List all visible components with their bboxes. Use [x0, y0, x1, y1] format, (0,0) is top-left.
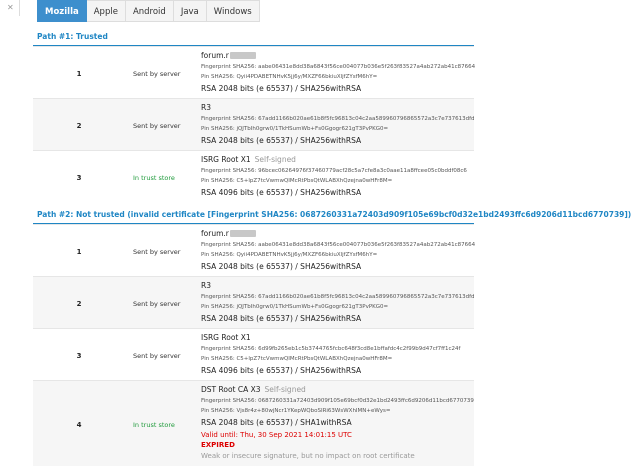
cert-pin: Pin SHA256: jQJTbIh0grw0/1TkHSumWb+Fs0Ggogr621gT3PvPKG0=: [201, 126, 389, 132]
cert-name: [201, 155, 474, 164]
cert-name-text: forum.r: [201, 51, 229, 60]
cert-source: Sent by server: [133, 248, 181, 256]
cert-pin: Pin SHA256: jQJTbIh0grw0/1TkHSumWb+Fs0Ggogr621gT3PvPKG0=: [201, 304, 389, 310]
cert-key-info: RSA 2048 bits (e 65537) / SHA256withRSA: [201, 262, 362, 271]
cert-source: Sent by server: [133, 122, 181, 130]
cert-fingerprint: Fingerprint SHA256: 6d99fb265eb1c5b3744765fcbc648f3cd8e1bffafdc4c2f99b9d47cf7ff1c24f: [201, 346, 461, 352]
cert-key-info: RSA 4096 bits (e 65537) / SHA256withRSA: [201, 188, 362, 197]
cert-key-info: RSA 4096 bits (e 65537) / SHA256withRSA: [201, 366, 362, 375]
cert-source: Sent by server: [133, 70, 181, 78]
cert-fingerprint: Fingerprint SHA256: aabe06431e8dd38a6843f56ce004077b036e5f263f83527a4ab272ab41c87664: [201, 242, 476, 248]
row-number: 4: [76, 421, 82, 429]
cert-name: ISRG Root X1: [201, 333, 251, 342]
cert-name-text: DST Root CA X3: [201, 385, 261, 394]
cert-name: [201, 385, 474, 394]
cert-details: [201, 103, 474, 145]
path-2-row-3: [33, 328, 474, 380]
self-signed-label: Self-signed: [264, 385, 306, 394]
path-2-row-1: [33, 224, 474, 276]
browser-tab-bar: [0, 0, 474, 22]
expired-badge: EXPIRED: [201, 441, 235, 449]
path-1-row-3: [33, 150, 474, 202]
tab-windows[interactable]: Windows: [207, 0, 260, 22]
row-number: 2: [76, 300, 82, 308]
cert-key-info: RSA 2048 bits (e 65537) / SHA256withRSA: [201, 136, 362, 145]
tab-mozilla[interactable]: Mozilla: [37, 0, 87, 22]
cert-details: [201, 51, 474, 93]
cert-details: [201, 385, 474, 460]
tab-close-stub[interactable]: [0, 0, 20, 16]
cert-pin: Pin SHA256: Qyii4PDABETNHvK5jj6y/MXZF66bkiuXljfZYsfM6hY=: [201, 74, 378, 80]
cert-valid-until: Valid until: Thu, 30 Sep 2021 14:01:15 UTC: [201, 431, 352, 439]
cert-source: In trust store: [133, 421, 175, 429]
trust-store-tabs: [37, 0, 260, 22]
cert-details: [201, 333, 474, 375]
cert-pin: Pin SHA256: Vjs8r4z+80wjNcr1YKepWQboSIRi63WsWXhIMN+eWys=: [201, 408, 391, 414]
cert-details: [201, 155, 474, 197]
cert-fingerprint: Fingerprint SHA256: 67add1166b020ae61b8f5fc96813c04c2aa589960796865572a3c7e737613dfd: [201, 116, 475, 122]
row-number: 2: [76, 122, 82, 130]
weak-signature-note: Weak or insecure signature, but no impact on root certificate: [201, 452, 415, 460]
cert-pin: Pin SHA256: C5+lpZ7tcVwmwQIMcRtPbsQtWLABXhQzejna0wHFr8M=: [201, 356, 393, 362]
cert-fingerprint: Fingerprint SHA256: 67add1166b020ae61b8f5fc96813c04c2aa589960796865572a3c7e737613dfd: [201, 294, 475, 300]
close-icon[interactable]: ✕: [7, 3, 14, 12]
cert-name-text: forum.r: [201, 229, 229, 238]
cert-fingerprint: Fingerprint SHA256: 96bcec06264976f37460779acf28c5a7cfe8a3c0aae11a8ffcee05c0bddf08c6: [201, 168, 467, 174]
cert-details: [201, 281, 474, 323]
cert-name: [201, 51, 474, 60]
cert-pin: Pin SHA256: C5+lpZ7tcVwmwQIMcRtPbsQtWLABXhQzejna0wHFr8M=: [201, 178, 393, 184]
cert-name-text: ISRG Root X1: [201, 155, 251, 164]
cert-fingerprint: Fingerprint SHA256: aabe06431e8dd38a6843f56ce004077b036e5f263f83527a4ab272ab41c87664: [201, 64, 476, 70]
tab-android[interactable]: Android: [126, 0, 174, 22]
cert-name: R3: [201, 103, 211, 112]
path-1-row-1: [33, 46, 474, 98]
path-1-heading: Path #1: Trusted: [37, 32, 108, 41]
cert-name: [201, 229, 474, 238]
cert-source: Sent by server: [133, 352, 181, 360]
tab-apple[interactable]: Apple: [87, 0, 126, 22]
cert-key-info: RSA 2048 bits (e 65537) / SHA256withRSA: [201, 314, 362, 323]
cert-source: In trust store: [133, 174, 175, 182]
row-number: 1: [76, 70, 82, 78]
row-number: 3: [76, 352, 82, 360]
redacted-block: [230, 52, 256, 59]
path-1-row-2: [33, 98, 474, 150]
path-2-row-4: [33, 380, 474, 466]
cert-pin: Pin SHA256: Qyii4PDABETNHvK5jj6y/MXZF66bkiuXljfZYsfM6hY=: [201, 252, 378, 258]
path-2-row-2: [33, 276, 474, 328]
self-signed-label: Self-signed: [254, 155, 296, 164]
cert-source: Sent by server: [133, 300, 181, 308]
cert-key-info: RSA 2048 bits (e 65537) / SHA1withRSA: [201, 418, 352, 427]
row-number: 3: [76, 174, 82, 182]
cert-key-info: RSA 2048 bits (e 65537) / SHA256withRSA: [201, 84, 362, 93]
redacted-block: [230, 230, 256, 237]
cert-name: R3: [201, 281, 211, 290]
tab-java[interactable]: Java: [174, 0, 207, 22]
cert-details: [201, 229, 474, 271]
row-number: 1: [76, 248, 82, 256]
path-2-heading: Path #2: Not trusted (invalid certificate [Fingerprint SHA256: 0687260331a72403d909f105e69bcf0d32e1bd2493ffc6d9206d11bcd6770739]): [37, 210, 631, 219]
cert-fingerprint: Fingerprint SHA256: 0687260331a72403d909f105e69bcf0d32e1bd2493ffc6d9206d11bcd6770739: [201, 398, 474, 404]
